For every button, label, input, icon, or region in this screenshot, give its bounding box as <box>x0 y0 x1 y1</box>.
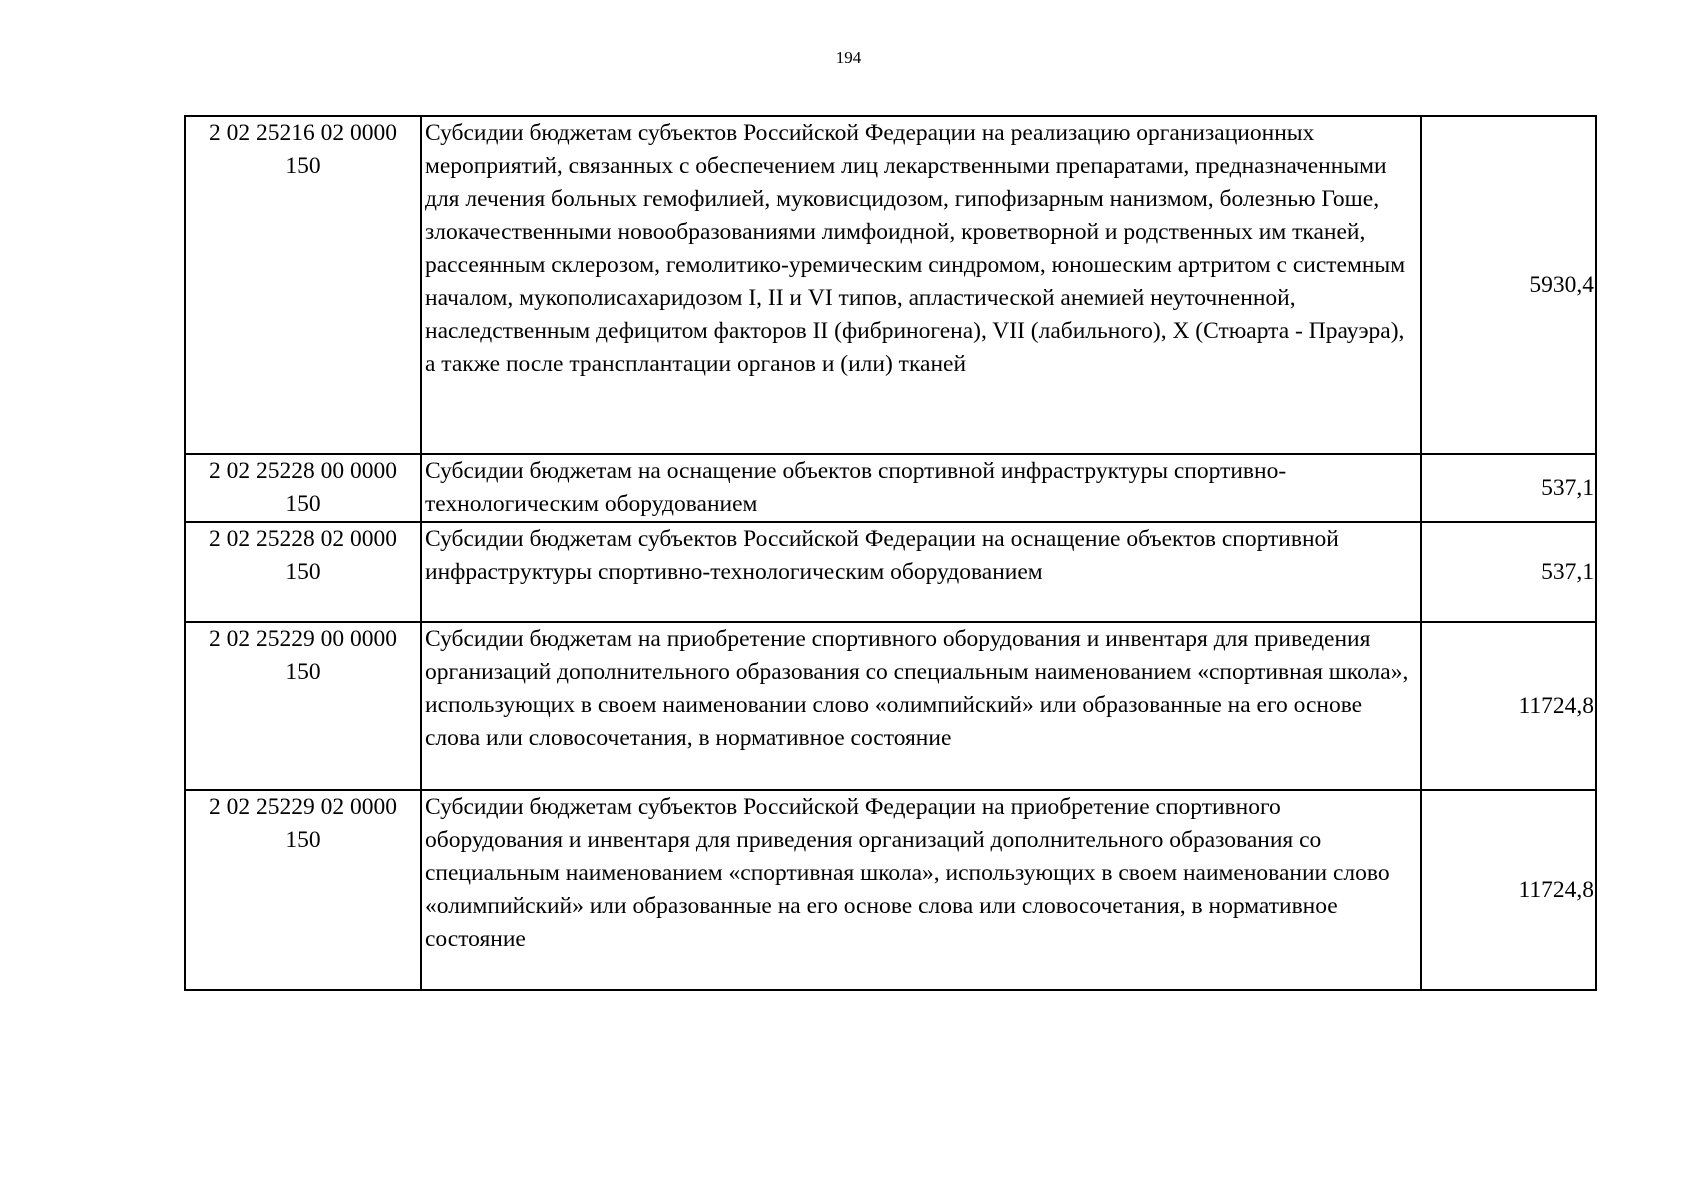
budget-amount: 5930,4 <box>1421 116 1596 454</box>
budget-code: 2 02 25228 00 0000 150 <box>185 454 421 522</box>
budget-code: 2 02 25229 00 0000 150 <box>185 622 421 790</box>
budget-code: 2 02 25229 02 0000 150 <box>185 790 421 990</box>
budget-code: 2 02 25228 02 0000 150 <box>185 522 421 622</box>
table-row <box>185 622 1596 790</box>
budget-amount: 537,1 <box>1421 522 1596 622</box>
budget-description: Субсидии бюджетам субъектов Российской Федерации на реализацию организационных мероприятий, связанных с обеспечением лиц лекарственными препаратами, предназначенными для лечения больных гемофилией, муковисцидозом, гипофизарным нанизмом, болезнью Гоше, злокачественными новообразованиями лимфоидной, кроветворной и родственных им тканей, рассеянным склерозом, гемолитико-уремическим синдромом, юношеским артритом с системным началом, мукополисахаридозом I, II и VI типов, апластической анемией неуточненной, наследственным дефицитом факторов II (фибриногена), VII (лабильного), X (Стюарта - Прауэра), а также после трансплантации органов и (или) тканей <box>421 116 1421 454</box>
budget-description: Субсидии бюджетам субъектов Российской Федерации на приобретение спортивного оборудования и инвентаря для приведения организаций дополнительного образования со специальным наименованием «спортивная школа», использующих в своем наименовании слово «олимпийский» или образованные на его основе слова или словосочетания, в нормативное состояние <box>421 790 1421 990</box>
page-number: 194 <box>835 48 862 67</box>
budget-amount: 11724,8 <box>1421 790 1596 990</box>
budget-amount: 537,1 <box>1421 454 1596 522</box>
table-row <box>185 454 1596 522</box>
budget-description: Субсидии бюджетам субъектов Российской Федерации на оснащение объектов спортивной инфраструктуры спортивно-технологическим оборудованием <box>421 522 1421 622</box>
table-row <box>185 790 1596 990</box>
table-row <box>185 522 1596 622</box>
budget-amount: 11724,8 <box>1421 622 1596 790</box>
budget-table <box>184 115 1597 991</box>
budget-code: 2 02 25216 02 0000 150 <box>185 116 421 454</box>
budget-description: Субсидии бюджетам на приобретение спортивного оборудования и инвентаря для приведения организаций дополнительного образования со специальным наименованием «спортивная школа», использующих в своем наименовании слово «олимпийский» или образованные на его основе слова или словосочетания, в нормативное состояние <box>421 622 1421 790</box>
budget-description: Субсидии бюджетам на оснащение объектов спортивной инфраструктуры спортивно-технологическим оборудованием <box>421 454 1421 522</box>
table-row <box>185 116 1596 454</box>
